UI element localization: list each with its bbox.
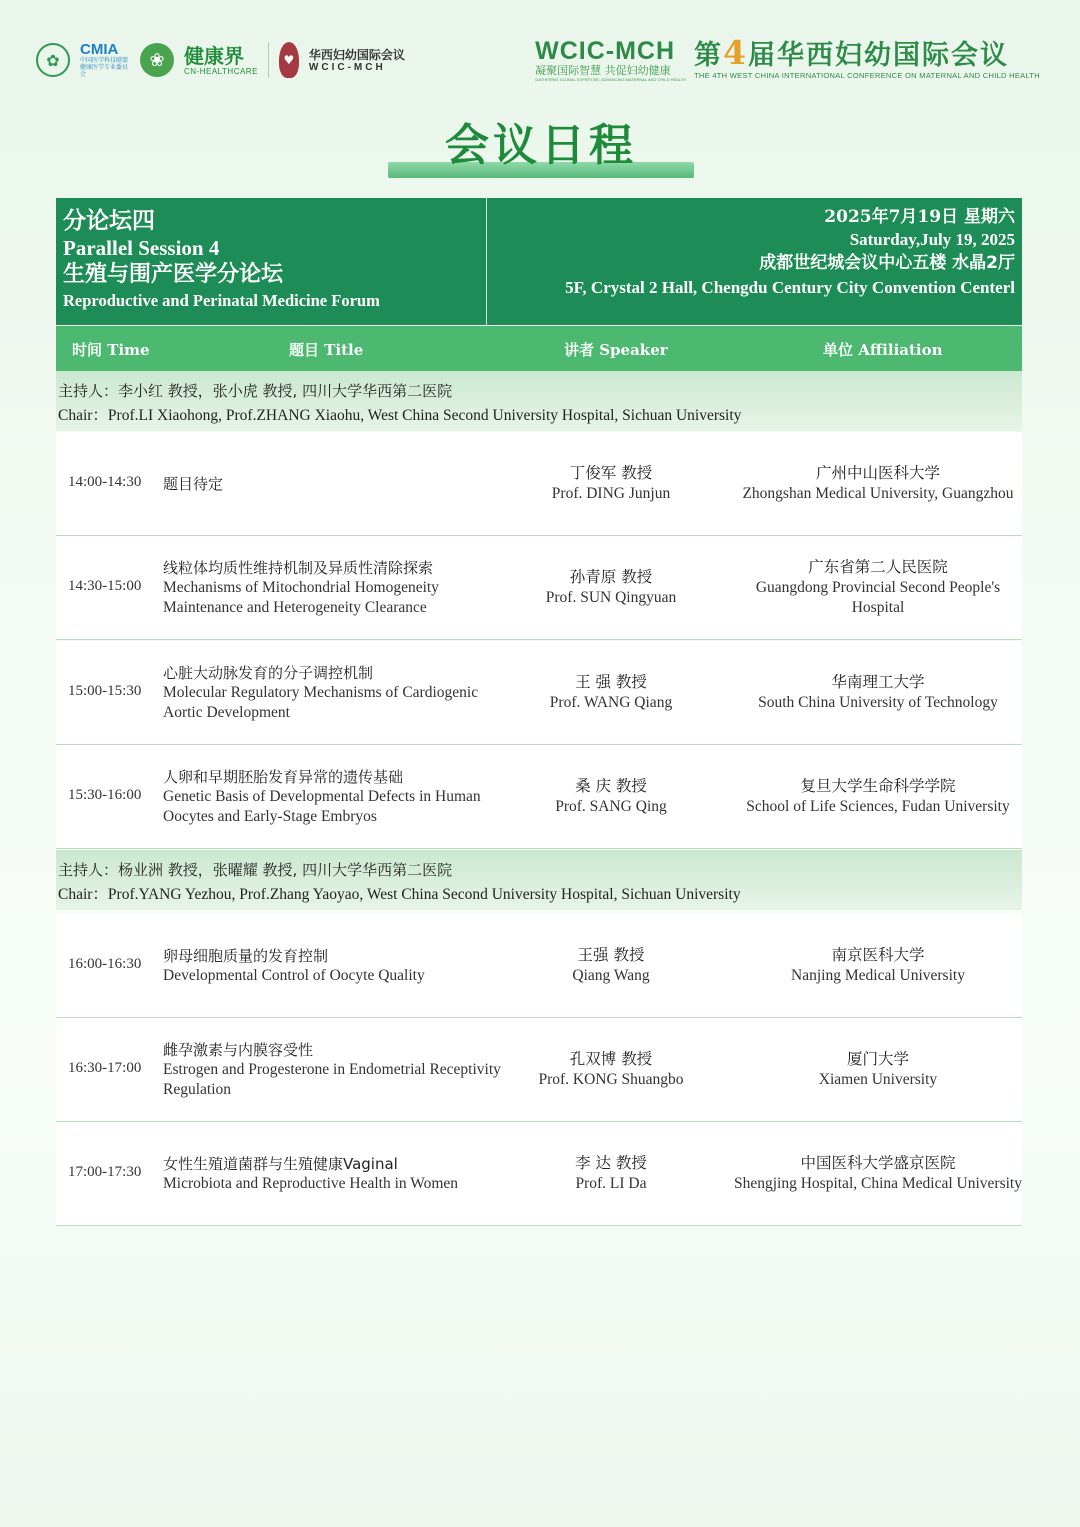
table-header — [56, 326, 1022, 371]
venue-en: 5F, Crystal 2 Hall, Chengdu Century City Convention Centerl — [565, 278, 1015, 297]
wcic-mch-logo: WCIC-MCH 凝聚国际智慧 共促妇幼健康 GATHERING GLOBAL EXPERTISE, ADVANCING MATERNAL AND CHILD HEALTH — [535, 37, 687, 82]
row-speaker: 桑 庆 教授 Prof. SANG Qing — [555, 777, 667, 815]
col-time: 时间 Time — [72, 341, 150, 359]
row-title: 题目待定 — [163, 474, 224, 493]
row-title: 女性生殖道菌群与生殖健康Vaginal Microbiota and Reproductive Health in Women — [163, 1154, 459, 1192]
table-row — [56, 1122, 1022, 1226]
row-time: 14:00-14:30 — [68, 474, 142, 490]
date-cn: 2025年7月19日 星期六 — [824, 207, 1015, 227]
row-time: 16:30-17:00 — [68, 1060, 142, 1076]
row-speaker: 孙青原 教授 Prof. SUN Qingyuan — [545, 568, 677, 606]
table-row — [56, 914, 1022, 1018]
session-banner — [56, 198, 1022, 325]
row-title: 卵母细胞质量的发育控制 Developmental Control of Oocyte Quality — [163, 946, 425, 984]
row-time: 14:30-15:00 — [68, 578, 142, 594]
table-row — [56, 432, 1022, 536]
row-time: 15:30-16:00 — [68, 787, 142, 803]
chair-row: 主持人：杨业洲 教授，张曜耀 教授, 四川大学华西第二医院 Chair：Prof.YANG Yezhou, Prof.Zhang Yaoyao, West China Second University Hospital, Sichuan University — [56, 850, 1022, 910]
session-name-en: Parallel Session 4 — [63, 236, 220, 260]
row-title: 人卵和早期胚胎发育异常的遗传基础 Genetic Basis of Developmental Defects in Human Oocytes and Early-Stage Embryos — [163, 767, 481, 825]
row-affiliation: 广州中山医科大学 Zhongshan Medical University, Guangzhou — [742, 464, 1014, 502]
row-affiliation: 复旦大学生命科学学院 School of Life Sciences, Fudan University — [746, 777, 1010, 815]
table-row — [56, 536, 1022, 640]
row-affiliation: 广东省第二人民医院 Guangdong Provincial Second People's Hospital — [755, 558, 1001, 616]
cmia-logo: CMIA 中国医学科技联盟 健康医学专业委员会 — [80, 41, 129, 78]
row-speaker: 孔双博 教授 Prof. KONG Shuangbo — [538, 1050, 684, 1088]
col-title: 题目 Title — [289, 341, 364, 359]
logo-divider — [268, 42, 269, 78]
wcic-small-logo: 华西妇幼国际会议 WCIC-MCH — [308, 47, 405, 73]
row-speaker: 王强 教授 Qiang Wang — [572, 946, 650, 984]
col-affiliation: 单位 Affiliation — [823, 341, 943, 359]
row-time: 16:00-16:30 — [68, 956, 142, 972]
chair-row: 主持人：李小红 教授，张小虎 教授, 四川大学华西第二医院 Chair：Prof.LI Xiaohong, Prof.ZHANG Xiaohu, West China Second University Hospital, Sichuan University — [56, 371, 1022, 431]
table-row — [56, 1018, 1022, 1122]
cn-healthcare-emblem-icon: ❀ — [140, 43, 174, 77]
row-title: 心脏大动脉发育的分子调控机制 Molecular Regulatory Mechanisms of Cardiogenic Aortic Development — [163, 663, 479, 721]
conference-name: 第4届华西妇幼国际会议 THE 4TH WEST CHINA INTERNATIONAL CONFERENCE ON MATERNAL AND CHILD HEALTH — [694, 33, 1040, 80]
col-speaker: 讲者 Speaker — [564, 341, 668, 359]
session-name-cn: 分论坛四 — [63, 208, 155, 234]
row-title: 线粒体均质性维持机制及异质性清除探索 Mechanisms of Mitochondrial Homogeneity Maintenance and Heterogeneity Clearance — [163, 558, 439, 616]
row-title: 雌孕激素与内膜容受性 Estrogen and Progesterone in Endometrial Receptivity Regulation — [163, 1040, 501, 1098]
page-title: 会议日程 — [445, 120, 637, 171]
table-row — [56, 745, 1022, 849]
row-time: 17:00-17:30 — [68, 1164, 142, 1180]
row-affiliation: 南京医科大学 Nanjing Medical University — [791, 946, 965, 984]
table-row — [56, 641, 1022, 745]
banner-divider — [486, 198, 487, 325]
cmia-emblem-icon: ✿ — [36, 43, 70, 77]
row-time: 15:00-15:30 — [68, 683, 142, 699]
session-info — [63, 206, 483, 313]
forum-name-en: Reproductive and Perinatal Medicine Forum — [63, 291, 380, 310]
date-en: Saturday,July 19, 2025 — [849, 230, 1015, 249]
cn-healthcare-logo: 健康界 CN-HEALTHCARE — [184, 43, 258, 76]
row-speaker: 丁俊军 教授 Prof. DING Junjun — [551, 464, 671, 502]
row-speaker: 王 强 教授 Prof. WANG Qiang — [549, 673, 673, 711]
row-affiliation: 华南理工大学 South China University of Technology — [758, 673, 998, 711]
session-datetime-venue — [565, 206, 1015, 302]
row-affiliation: 中国医科大学盛京医院 Shengjing Hospital, China Medical University — [733, 1154, 1022, 1192]
row-affiliation: 厦门大学 Xiamen University — [818, 1050, 938, 1088]
venue-cn: 成都世纪城会议中心五楼 水晶2厅 — [759, 253, 1015, 273]
forum-name-cn: 生殖与围产医学分论坛 — [63, 262, 284, 287]
row-speaker: 李 达 教授 Prof. LI Da — [575, 1154, 647, 1192]
partner-logos — [36, 38, 405, 82]
wcic-emblem-icon: ♥ — [279, 42, 299, 78]
conference-logo — [535, 33, 1040, 88]
page-title-block — [388, 118, 694, 180]
